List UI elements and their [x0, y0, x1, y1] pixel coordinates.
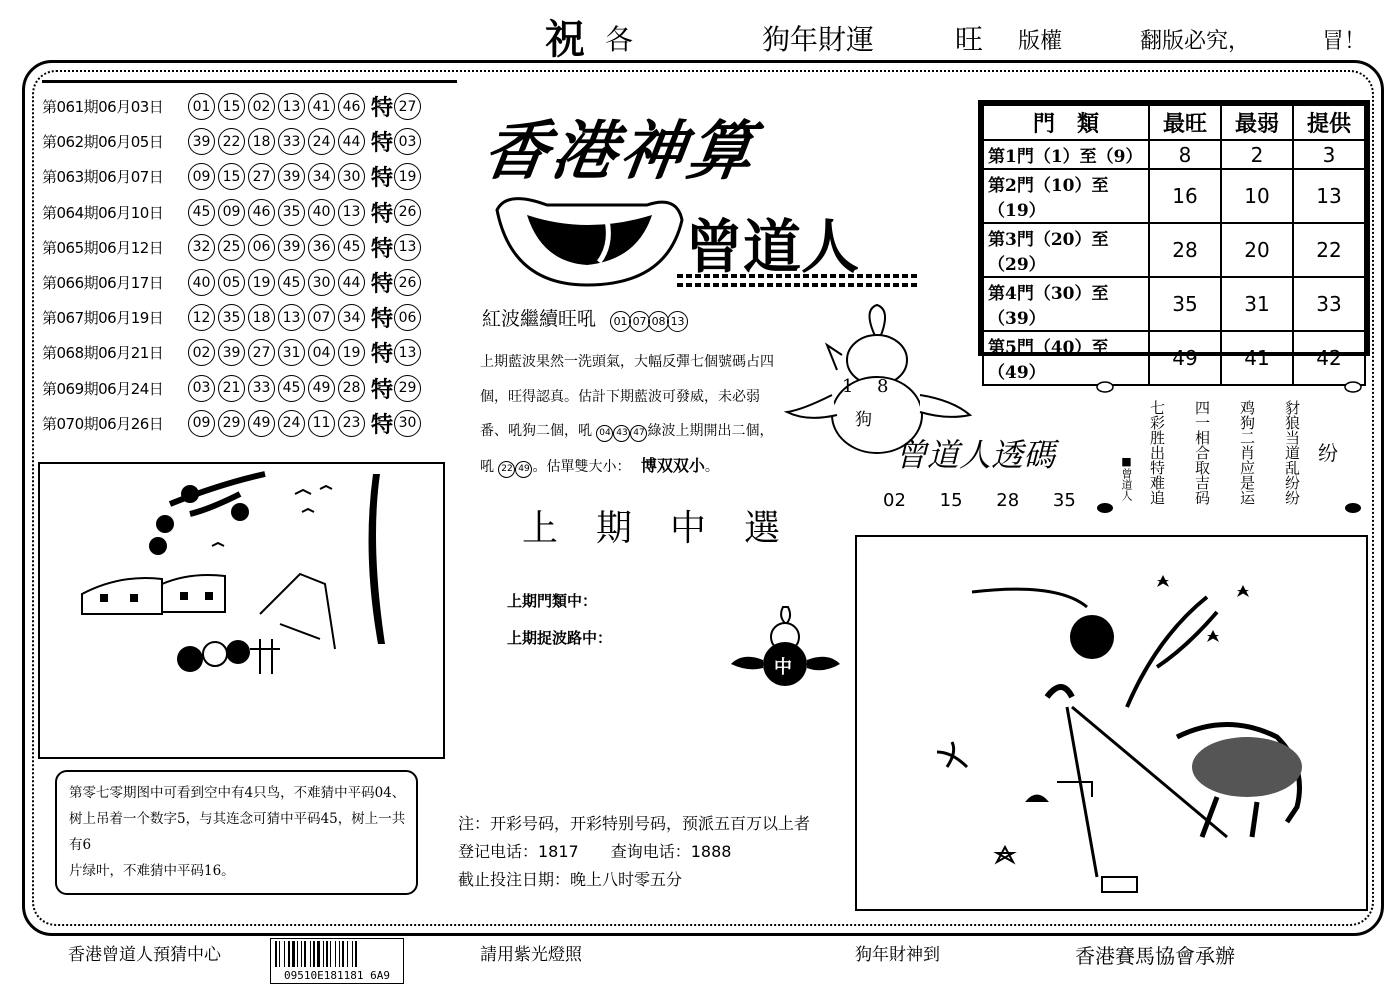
draw-number-ball: 13	[278, 93, 305, 120]
banner-fanban: 翻版必究，	[1140, 29, 1251, 54]
banner-ge: 各	[605, 23, 634, 56]
poem-col-2: 四一相合取吉码	[1193, 400, 1211, 505]
door-header-max: 最旺	[1149, 105, 1221, 140]
draw-number-ball: 32	[188, 234, 215, 261]
draws-top-rule	[42, 80, 457, 83]
door-max: 35	[1149, 277, 1221, 331]
draw-number-ball: 45	[188, 199, 215, 226]
draw-row	[42, 300, 457, 335]
title-art	[478, 100, 925, 290]
draw-number-ball: 34	[338, 304, 365, 331]
special-label: 特	[371, 376, 394, 403]
footer-right2: 香港賽馬協會承辦	[1075, 944, 1235, 968]
draw-label: 第061期06月03日	[42, 98, 164, 117]
notes-line-3: 截止投注日期：晚上八时零五分	[458, 870, 683, 889]
draw-number-ball: 18	[248, 304, 275, 331]
draw-number-ball: 34	[308, 163, 335, 190]
door-max: 28	[1149, 223, 1221, 277]
draw-number-ball: 06	[248, 234, 275, 261]
circled-number: 01	[610, 311, 631, 332]
barcode-bar	[288, 941, 290, 967]
draw-number-ball: 28	[338, 375, 365, 402]
barcode-bar	[317, 941, 320, 967]
banner-gouyear: 狗年財運	[762, 23, 875, 56]
circled-number: 47	[630, 425, 647, 442]
draw-row	[42, 371, 457, 406]
draw-number-ball: 04	[308, 339, 335, 366]
barcode-bar	[313, 941, 315, 967]
poem-signature: ■曾道人	[1120, 455, 1133, 501]
barcode-bar	[292, 941, 295, 967]
draw-number-ball: 44	[338, 269, 365, 296]
notes-block	[458, 810, 810, 894]
special-number-ball: 26	[394, 269, 421, 296]
draw-number-ball: 30	[308, 269, 335, 296]
special-label: 特	[371, 341, 394, 368]
draw-row	[42, 265, 457, 300]
special-label: 特	[371, 95, 394, 122]
draw-number-ball: 23	[338, 410, 365, 437]
footer-right1: 狗年財神到	[855, 945, 940, 965]
analysis-numbers1	[596, 423, 647, 439]
door-category-table	[978, 100, 1370, 383]
draw-number-ball: 49	[248, 410, 275, 437]
barcode-bars	[271, 939, 402, 969]
barcode-bar	[342, 941, 344, 967]
barcode-bar	[279, 941, 280, 967]
door-header-give: 提供	[1293, 105, 1365, 140]
circled-number: 49	[515, 461, 532, 478]
analysis-bold: 博双双小	[640, 455, 705, 475]
barcode-bar	[339, 941, 340, 967]
special-label: 特	[371, 130, 394, 157]
draw-number-ball: 33	[278, 128, 305, 155]
draw-number-ball: 22	[218, 128, 245, 155]
left-puzzle-picture	[38, 462, 445, 759]
draw-label: 第064期06月10日	[42, 203, 164, 222]
analysis-numbers2	[498, 459, 532, 475]
barcode-bar	[326, 941, 328, 967]
analysis-end: 。	[704, 458, 719, 475]
barcode-bar	[347, 941, 348, 967]
circled-number: 07	[629, 311, 650, 332]
barcode-text: 09510E181181 6A9	[284, 969, 390, 982]
special-number-ball: 26	[394, 199, 421, 226]
draw-label: 第069期06月24日	[42, 379, 164, 398]
door-min: 31	[1221, 277, 1293, 331]
last-win-wave-line: 上期捉波路中：	[507, 629, 613, 647]
draw-number-ball: 24	[308, 128, 335, 155]
draw-number-ball: 19	[248, 269, 275, 296]
zhong-label: 中	[774, 657, 792, 678]
notes-line-1: 注：开彩号码，开彩特别号码，预派五百万以上者	[458, 814, 811, 833]
title-main: 香港神算	[478, 114, 762, 189]
title-sub: 曾道人	[685, 213, 860, 281]
door-row	[983, 169, 1365, 223]
mascot-n2: 8	[877, 376, 889, 397]
barcode-bar	[310, 941, 311, 967]
draw-number-ball: 15	[218, 93, 245, 120]
draw-number-ball: 27	[248, 163, 275, 190]
code-title: 曾道人透碼	[895, 436, 1056, 474]
draw-number-ball: 12	[188, 304, 215, 331]
draw-number-ball: 44	[338, 128, 365, 155]
draw-number-ball: 19	[338, 339, 365, 366]
special-number-ball: 13	[394, 234, 421, 261]
special-number-ball: 03	[394, 128, 421, 155]
footer-mid: 請用紫光燈照	[480, 945, 582, 965]
draw-label: 第066期06月17日	[42, 274, 164, 293]
top-banner	[0, 0, 1391, 63]
draw-number-ball: 01	[188, 93, 215, 120]
draw-number-ball: 09	[188, 410, 215, 437]
barcode	[270, 938, 404, 984]
door-max: 16	[1149, 169, 1221, 223]
circled-number: 22	[498, 461, 515, 478]
draw-number-ball: 46	[338, 93, 365, 120]
door-rows	[983, 140, 1365, 385]
banner-tail: 冒！	[1322, 29, 1367, 54]
red-wave-numbers	[612, 308, 688, 330]
red-wave-line	[482, 304, 688, 332]
poem-col-4: 豺狼当道乱纷纷	[1283, 400, 1301, 505]
draw-number-ball: 31	[278, 339, 305, 366]
draw-number-ball: 29	[218, 410, 245, 437]
draw-number-ball: 40	[308, 199, 335, 226]
draw-row	[42, 406, 457, 441]
draw-number-ball: 13	[338, 199, 365, 226]
draw-label: 第068期06月21日	[42, 344, 164, 363]
barcode-bar	[335, 941, 336, 967]
circled-number: 13	[667, 311, 688, 332]
houses-bird-illustration	[40, 464, 443, 757]
draw-number-ball: 09	[218, 199, 245, 226]
door-max: 49	[1149, 331, 1221, 385]
draw-row	[42, 124, 457, 159]
draw-number-ball: 39	[188, 128, 215, 155]
barcode-bar	[301, 941, 302, 967]
special-label: 特	[371, 271, 394, 298]
last-win-door-line: 上期門類中：	[507, 592, 598, 610]
special-label: 特	[371, 411, 394, 438]
barcode-bar	[355, 941, 357, 967]
clue-line-2: 树上吊着一个数字5，与其连念可猜中平码45，树上一共有6	[69, 811, 406, 853]
draw-number-ball: 13	[278, 304, 305, 331]
draw-number-ball: 46	[248, 199, 275, 226]
draw-rows	[42, 89, 457, 441]
draw-number-ball: 39	[278, 234, 305, 261]
door-min: 41	[1221, 331, 1293, 385]
draw-number-ball: 02	[248, 93, 275, 120]
code-numbers: 02 15 28 35	[883, 490, 1076, 511]
mascot-n1: 1	[842, 376, 854, 397]
draw-number-ball: 09	[188, 163, 215, 190]
draw-number-ball: 36	[308, 234, 335, 261]
door-give: 3	[1293, 140, 1365, 169]
door-give: 22	[1293, 223, 1365, 277]
draw-number-ball: 25	[218, 234, 245, 261]
door-label: 第3門（20）至（29）	[983, 223, 1149, 277]
gold-ingot-icon	[487, 190, 687, 290]
draw-number-ball: 41	[308, 93, 335, 120]
door-give: 42	[1293, 331, 1365, 385]
analysis-part3: 。估單雙大小：	[532, 458, 631, 475]
door-row	[983, 223, 1365, 277]
last-win-title: 上期中選	[522, 508, 819, 549]
analysis-part2: 綠波上期開出二個，吼	[480, 423, 774, 475]
poem-col-3: 鸡狗二肖应是运	[1238, 400, 1256, 505]
red-wave-text: 紅波繼續旺吼	[482, 308, 597, 330]
barcode-bar	[304, 941, 306, 967]
footer-left: 香港曾道人預猜中心	[68, 945, 221, 965]
draw-number-ball: 33	[248, 375, 275, 402]
door-header-category: 門 類	[983, 105, 1149, 140]
door-label: 第5門（40）至（49）	[983, 331, 1149, 385]
draw-number-ball: 24	[278, 410, 305, 437]
door-max: 8	[1149, 140, 1221, 169]
circled-number: 08	[648, 311, 669, 332]
draw-number-ball: 45	[278, 375, 305, 402]
draw-number-ball: 45	[278, 269, 305, 296]
draw-number-ball: 49	[308, 375, 335, 402]
draw-label: 第067期06月19日	[42, 309, 164, 328]
draw-number-ball: 03	[188, 375, 215, 402]
poem-extra: 纷	[1318, 441, 1338, 465]
draw-row	[42, 159, 457, 194]
door-give: 13	[1293, 169, 1365, 223]
special-label: 特	[371, 306, 394, 333]
banner-mid-fragment: 旺	[955, 23, 984, 56]
door-row	[983, 277, 1365, 331]
draw-label: 第070期06月26日	[42, 414, 164, 433]
right-puzzle-picture	[855, 535, 1368, 911]
barcode-bar	[275, 941, 277, 967]
draw-label: 第063期06月07日	[42, 168, 164, 187]
draw-number-ball: 35	[278, 199, 305, 226]
draw-number-ball: 39	[278, 163, 305, 190]
notes-line-2: 登记电话：1817 查询电话：1888	[458, 842, 732, 861]
title-stripe-decoration	[677, 272, 917, 290]
door-give: 33	[1293, 277, 1365, 331]
moon-tree-ox-illustration	[857, 537, 1366, 909]
banner-ban-fragment: 版權	[1018, 29, 1063, 54]
special-number-ball: 06	[394, 304, 421, 331]
draw-number-ball: 40	[188, 269, 215, 296]
door-label: 第4門（30）至（39）	[983, 277, 1149, 331]
draw-number-ball: 27	[248, 339, 275, 366]
draw-number-ball: 18	[248, 128, 275, 155]
special-number-ball: 30	[394, 410, 421, 437]
draw-number-ball: 45	[338, 234, 365, 261]
special-label: 特	[371, 235, 394, 262]
draw-label: 第065期06月12日	[42, 238, 164, 257]
draw-number-ball: 07	[308, 304, 335, 331]
door-row	[983, 140, 1365, 169]
barcode-bar	[284, 941, 285, 967]
mascot-dog: 狗	[855, 410, 872, 430]
door-header-min: 最弱	[1221, 105, 1293, 140]
clue-box	[55, 770, 418, 895]
special-label: 特	[371, 200, 394, 227]
draw-number-ball: 30	[338, 163, 365, 190]
circled-number: 04	[596, 425, 613, 442]
clue-line-1: 第零七零期图中可看到空中有4只鸟，不难猜中平码04、	[69, 785, 406, 801]
barcode-bar	[323, 941, 324, 967]
barcode-bar	[352, 941, 353, 967]
clue-line-3: 片绿叶，不难猜中平码16。	[69, 863, 235, 879]
special-label: 特	[371, 165, 394, 192]
analysis-paragraph	[480, 345, 780, 484]
poem-col-1: 七彩胜出特难追	[1148, 400, 1166, 505]
banner-zhu: 祝	[545, 17, 585, 63]
door-min: 10	[1221, 169, 1293, 223]
draw-number-ball: 05	[218, 269, 245, 296]
draw-number-ball: 11	[308, 410, 335, 437]
draw-number-ball: 21	[218, 375, 245, 402]
draw-label: 第062期06月05日	[42, 133, 164, 152]
draw-row	[42, 195, 457, 230]
door-label: 第1門（1）至（9）	[983, 140, 1149, 169]
special-number-ball: 29	[394, 375, 421, 402]
draw-row	[42, 89, 457, 124]
draw-number-ball: 39	[218, 339, 245, 366]
draw-number-ball: 35	[218, 304, 245, 331]
special-number-ball: 19	[394, 163, 421, 190]
barcode-bar	[330, 941, 331, 967]
draw-row	[42, 230, 457, 265]
barcode-bar	[297, 941, 298, 967]
door-min: 20	[1221, 223, 1293, 277]
analysis-part1: 上期藍波果然一洗頭氣，大幅反彈七個號碼占四個，旺得認真。估計下期藍波可發威，未必弱番、吼狗二個，吼	[480, 354, 774, 439]
draw-number-ball: 02	[188, 339, 215, 366]
poem-ovals-decoration	[1095, 378, 1375, 518]
draw-number-ball: 15	[218, 163, 245, 190]
draw-results-list	[42, 80, 457, 441]
door-row	[983, 331, 1365, 385]
special-number-ball: 27	[394, 93, 421, 120]
draw-row	[42, 335, 457, 370]
circled-number: 43	[613, 425, 630, 442]
special-number-ball: 13	[394, 339, 421, 366]
door-min: 2	[1221, 140, 1293, 169]
door-label: 第2門（10）至（19）	[983, 169, 1149, 223]
